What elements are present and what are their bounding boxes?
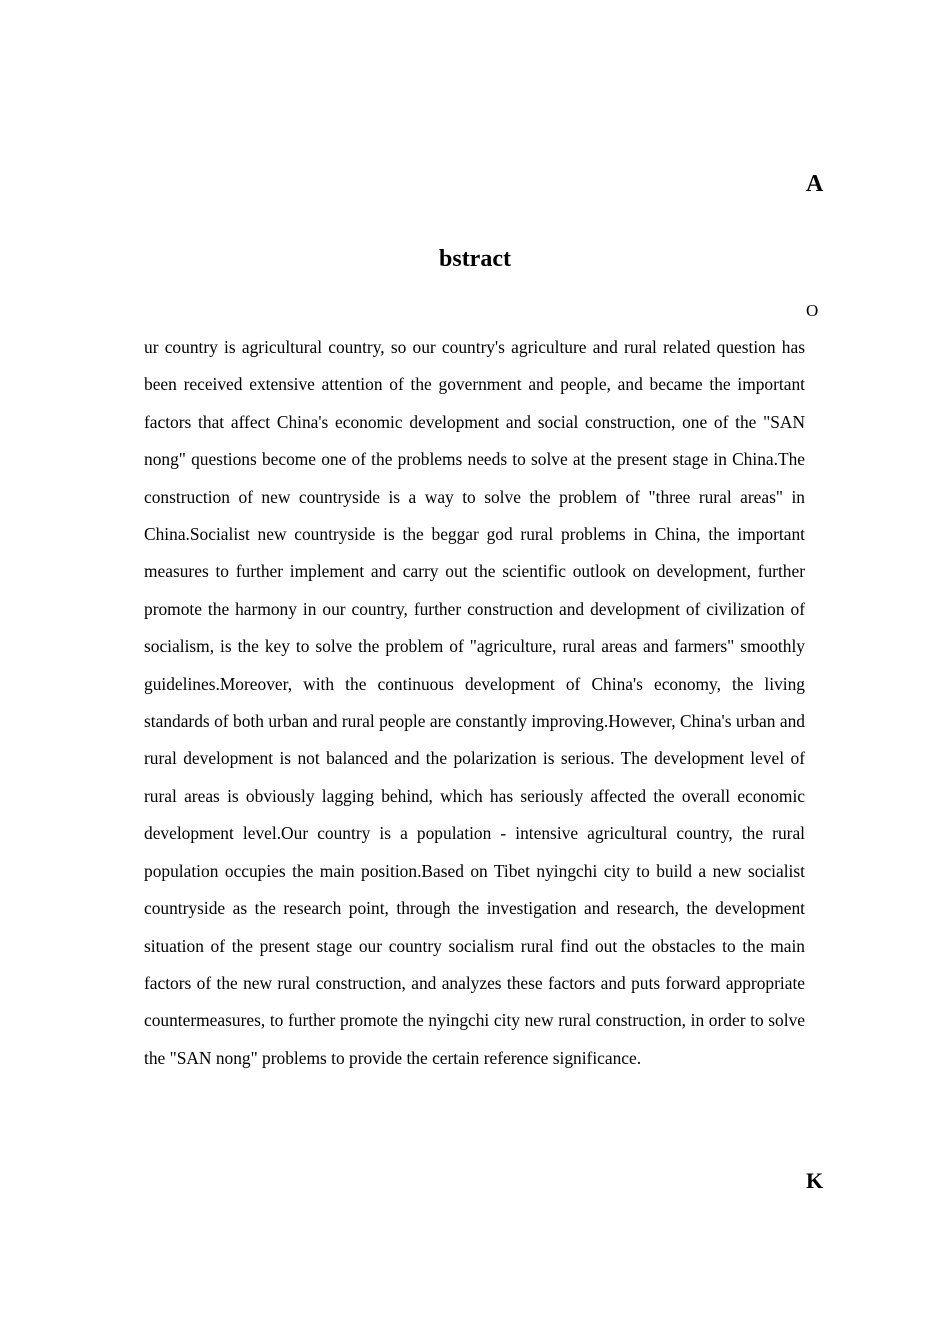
abstract-initial-letter: A: [806, 171, 824, 197]
keywords-initial-letter: K: [806, 1168, 824, 1193]
abstract-heading: bstract: [439, 246, 511, 272]
abstract-body-paragraph: ur country is agricultural country, so our country's agriculture and rural related question has been received extensive attention of the government and people, and became the important factors that affect China's economic development and social construction, one of the "SAN nong" questions become one of the problems needs to solve at the present stage in China.The construction of new countryside is a way to solve the problem of "three rural areas" in China.Socialist new countryside is the beggar god rural problems in China, the important measures to further implement and carry out the scientific outlook on development, further promote the harmony in our country, further construction and development of civilization of socialism, is the key to solve the problem of "agriculture, rural areas and farmers" smoothly guidelines.Moreover, with the continuous development of China's economy, the living standards of both urban and rural people are constantly improving.However, China's urban and rural development is not balanced and the polarization is serious. The development level of rural areas is obviously lagging behind, which has seriously affected the overall economic development level.Our country is a population - intensive agricultural country, the rural population occupies the main position.Based on Tibet nyingchi city to build a new socialist countryside as the research point, through the investigation and research, the development situation of the present stage our country socialism rural find out the obstacles to the main factors of the new rural construction, and analyzes these factors and puts forward appropriate countermeasures, to further promote the nyingchi city new rural construction, in order to solve the "SAN nong" problems to provide the certain reference significance.: [144, 337, 805, 1068]
paragraph-initial-letter: O: [806, 301, 819, 320]
